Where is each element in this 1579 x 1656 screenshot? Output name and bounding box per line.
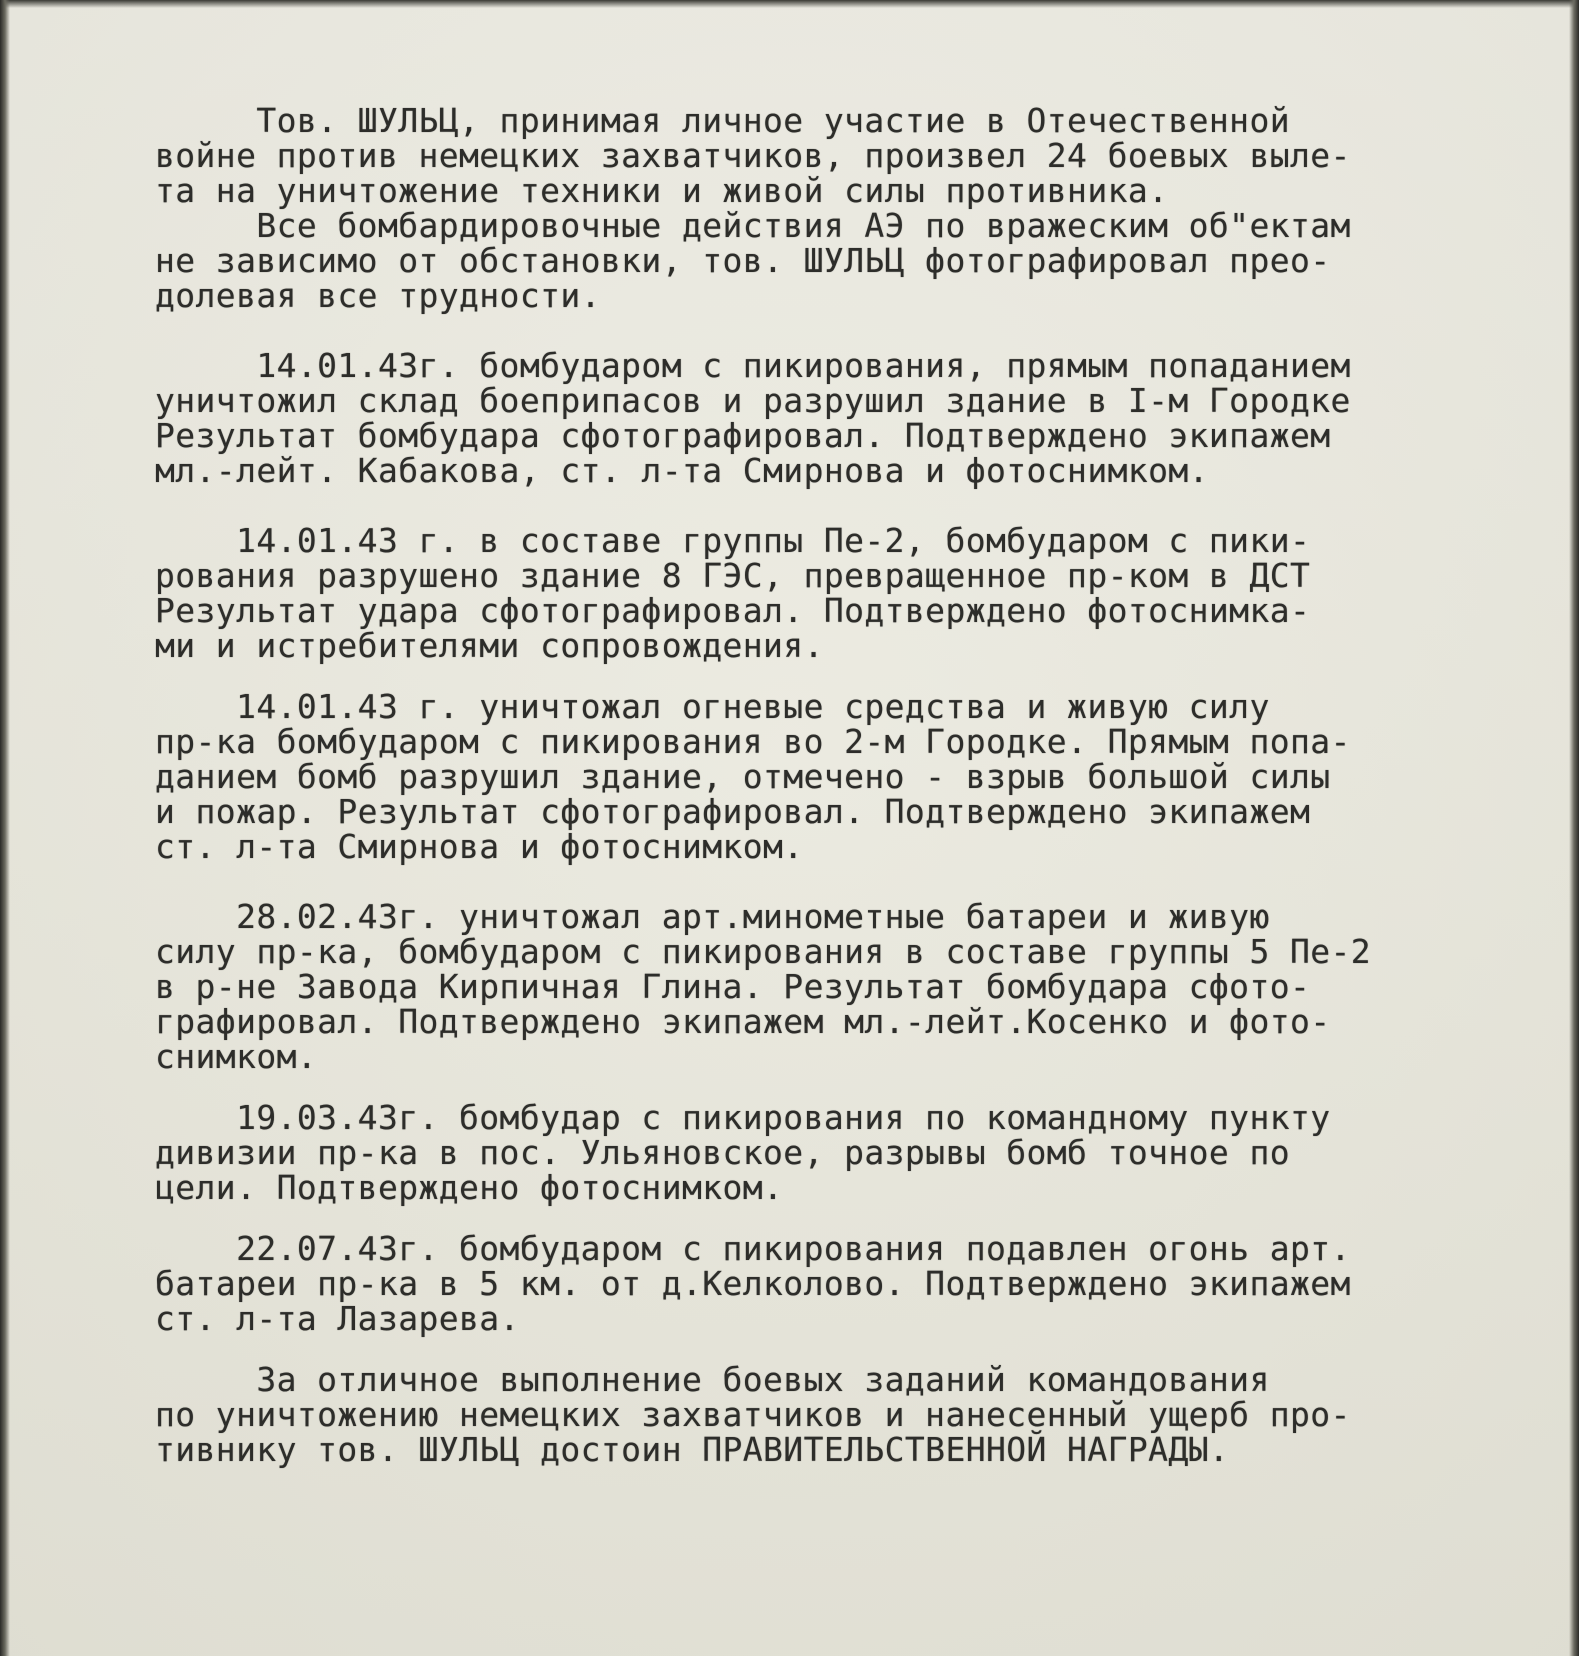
text-line: Все бомбардировочные действия АЭ по вражеским об"ектам [155, 206, 1351, 245]
scan-edge-left [0, 0, 10, 1656]
text-line: не зависимо от обстановки, тов. ШУЛЬЦ фотографировал прео- [155, 241, 1331, 280]
text-line: по уничтожению немецких захватчиков и нанесенный ущерб про- [155, 1395, 1351, 1434]
text-line: 14.01.43г. бомбударом с пикирования, прямым попаданием [155, 346, 1351, 385]
text-line: Результат бомбудара сфотографировал. Подтверждено экипажем [155, 416, 1331, 455]
text-line: силу пр-ка, бомбударом с пикирования в составе группы 5 Пе-2 [155, 932, 1372, 971]
scan-edge-right [1569, 0, 1579, 1656]
text-line: данием бомб разрушил здание, отмечено - взрыв большой силы [155, 757, 1331, 796]
text-line: батареи пр-ка в 5 км. от д.Келколово. Подтверждено экипажем [155, 1264, 1351, 1303]
text-line: и пожар. Результат сфотографировал. Подтверждено экипажем [155, 792, 1311, 831]
text-line: графировал. Подтверждено экипажем мл.-лейт.Косенко и фото- [155, 1002, 1331, 1041]
text-line: в р-не Завода Кирпичная Глина. Результат бомбудара сфото- [155, 967, 1311, 1006]
text-line: пр-ка бомбударом с пикирования во 2-м Городке. Прямым попа- [155, 722, 1351, 761]
text-line: 14.01.43 г. уничтожал огневые средства и живую силу [155, 687, 1270, 726]
text-line: уничтожил склад боеприпасов и разрушил здание в I-м Городке [155, 381, 1351, 420]
paragraph-entry-3 [155, 689, 1495, 864]
text-line: мл.-лейт. Кабакова, ст. л-та Смирнова и фотоснимком. [155, 451, 1209, 490]
scan-edge-top [0, 0, 1579, 8]
text-line: 19.03.43г. бомбудар с пикирования по командному пункту [155, 1098, 1331, 1137]
text-line: снимком. [155, 1037, 318, 1076]
paragraph-entry-1 [155, 348, 1495, 488]
paragraph-conclusion [155, 1362, 1495, 1467]
text-line: та на уничтожение техники и живой силы противника. [155, 171, 1169, 210]
text-line: Результат удара сфотографировал. Подтверждено фотоснимка- [155, 591, 1311, 630]
text-line: войне против немецких захватчиков, произвел 24 боевых выле- [155, 136, 1351, 175]
text-line: ст. л-та Лазарева. [155, 1299, 520, 1338]
text-line: За отличное выполнение боевых заданий командования [155, 1360, 1270, 1399]
text-line: Тов. ШУЛЬЦ, принимая личное участие в Отечественной [155, 101, 1290, 140]
text-line: ми и истребителями сопровождения. [155, 626, 824, 665]
text-line: рования разрушено здание 8 ГЭС, превращенное пр-ком в ДСТ [155, 556, 1311, 595]
text-line: 14.01.43 г. в составе группы Пе-2, бомбударом с пики- [155, 521, 1311, 560]
text-line: 28.02.43г. уничтожал арт.минометные батареи и живую [155, 897, 1270, 936]
paragraph-entry-5 [155, 1100, 1495, 1205]
paragraph-entry-2 [155, 523, 1495, 663]
document-body [155, 103, 1495, 1467]
text-line: цели. Подтверждено фотоснимком. [155, 1168, 784, 1207]
text-line: тивнику тов. ШУЛЬЦ достоин ПРАВИТЕЛЬСТВЕННОЙ НАГРАДЫ. [155, 1430, 1230, 1469]
text-line: 22.07.43г. бомбударом с пикирования подавлен огонь арт. [155, 1229, 1351, 1268]
paragraph-entry-4 [155, 899, 1495, 1074]
text-line: ст. л-та Смирнова и фотоснимком. [155, 827, 804, 866]
paragraph-entry-6 [155, 1231, 1495, 1336]
text-line: дивизии пр-ка в пос. Ульяновское, разрывы бомб точное по [155, 1133, 1290, 1172]
text-line: долевая все трудности. [155, 276, 601, 315]
paragraph-intro [155, 103, 1495, 313]
